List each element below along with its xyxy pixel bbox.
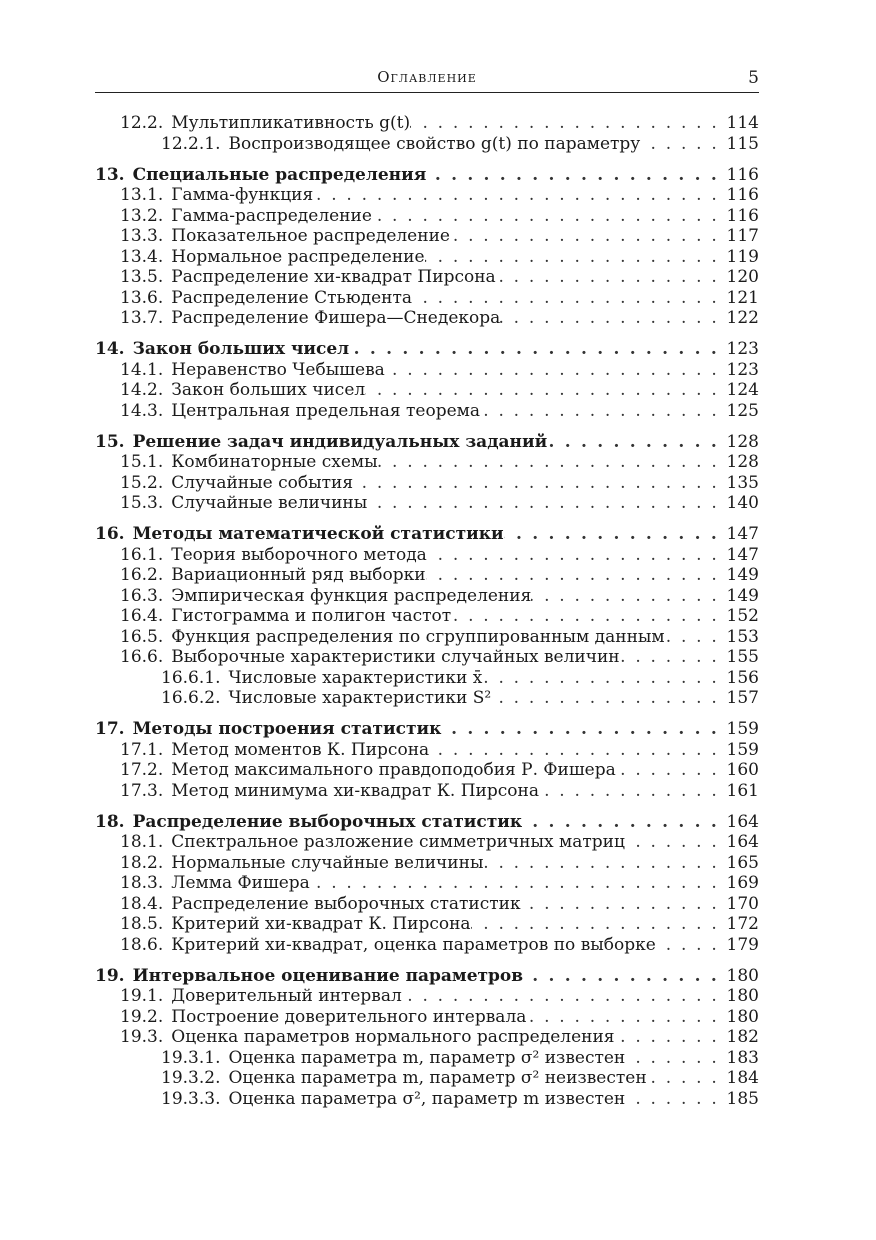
toc-entry-page: 159 [726, 739, 759, 760]
dot-leader [491, 687, 725, 709]
toc-entry-number: 12.2.1. [161, 133, 221, 154]
toc-entry[interactable] [120, 564, 759, 586]
toc-entry[interactable] [120, 739, 759, 761]
toc-entry-number: 19.3.3. [161, 1088, 221, 1109]
toc-entry-title: Закон больших чисел [132, 339, 350, 359]
dot-leader [539, 780, 725, 802]
toc-entry[interactable] [120, 872, 759, 894]
toc-entry-page: 117 [726, 226, 759, 246]
dot-leader [531, 585, 725, 607]
dot-leader [504, 523, 725, 545]
toc-entry-title: Воспроизводящее свойство g(t) по параметру [228, 133, 641, 154]
toc-entry-title: Спектральное разложение симметричных матриц [171, 832, 625, 852]
dot-leader [313, 184, 725, 206]
toc-entry-title: Метод максимального правдоподобия Р. Фишера [171, 760, 616, 780]
toc-entry-title: Числовые характеристики x̄ [228, 667, 483, 688]
toc-entry[interactable] [161, 1047, 759, 1069]
toc-entry-number: 15.3. [120, 493, 164, 513]
toc-entry-page: 164 [726, 811, 759, 832]
dot-leader [500, 307, 725, 329]
toc-entry-page: 180 [726, 986, 759, 1006]
toc-entry[interactable] [120, 359, 759, 381]
toc-entry[interactable] [120, 472, 759, 494]
toc-entry-title: Распределение выборочных статистик [132, 811, 523, 832]
toc-entry-page: 155 [726, 647, 759, 667]
toc-entry-number: 14. [95, 339, 125, 359]
dot-leader [365, 379, 725, 401]
dot-leader [367, 492, 725, 514]
toc-entry-number: 16.6.2. [161, 688, 221, 708]
dot-leader [378, 451, 725, 473]
toc-entry-number: 18.5. [120, 914, 164, 934]
toc-entry-title: Оценка параметров нормального распределения [171, 1027, 615, 1047]
toc-entry-page: 122 [726, 308, 759, 328]
dot-leader [656, 934, 725, 956]
dot-leader [353, 472, 725, 494]
toc-entry[interactable] [120, 307, 759, 329]
toc-entry-number: 18.1. [120, 832, 164, 852]
dot-leader [616, 759, 725, 781]
toc-entry[interactable] [161, 1067, 759, 1089]
dot-leader [450, 225, 725, 247]
toc-entry[interactable] [161, 1088, 759, 1110]
toc-entry-title: Вариационный ряд выборки [171, 565, 426, 585]
toc-entry-page: 116 [726, 205, 759, 226]
toc-entry-title: Распределение выборочных статистик [171, 893, 521, 914]
toc-entry-title: Метод минимума хи-квадрат К. Пирсона [171, 780, 539, 801]
toc-entry-title: Случайные события [171, 472, 354, 493]
dot-leader [426, 564, 725, 586]
toc-entry-number: 13.3. [120, 226, 164, 246]
toc-entry[interactable] [120, 1026, 759, 1048]
toc-entry-number: 18.3. [120, 873, 164, 893]
toc-chapter[interactable] [95, 164, 759, 186]
dot-leader [482, 667, 725, 689]
toc-entry[interactable] [161, 687, 759, 709]
toc-entry-title: Методы математической статистики [132, 524, 504, 544]
toc-chapter[interactable] [95, 718, 759, 740]
toc-chapter[interactable] [95, 431, 759, 453]
toc-entry[interactable] [120, 893, 759, 915]
toc-entry-title: Гамма-функция [171, 185, 314, 205]
dot-leader [522, 811, 725, 833]
toc-entry-title: Функция распределения по сгруппированным данным [171, 626, 665, 647]
toc-entry-number: 13. [95, 164, 125, 185]
toc-entry-page: 135 [726, 472, 759, 493]
toc-entry-page: 149 [726, 585, 759, 606]
toc-entry-page: 147 [726, 544, 759, 565]
dot-leader [427, 544, 725, 566]
toc-entry-page: 165 [726, 852, 759, 873]
toc-entry[interactable] [120, 1006, 759, 1028]
toc-entry-number: 18.2. [120, 852, 164, 873]
toc-entry-title: Специальные распределения [132, 164, 427, 185]
dot-leader [620, 646, 725, 668]
toc-entry-number: 13.7. [120, 308, 164, 328]
toc-entry-page: 172 [726, 914, 759, 934]
toc-entry-title: Закон больших чисел [171, 380, 366, 400]
toc-entry-page: 182 [726, 1027, 759, 1047]
toc-entry[interactable] [120, 759, 759, 781]
toc-entry-page: 149 [726, 565, 759, 585]
toc-entry[interactable] [120, 780, 759, 802]
toc-entry[interactable] [120, 451, 759, 473]
toc-entry-number: 13.5. [120, 267, 164, 287]
toc-entry-title: Числовые характеристики S² [228, 688, 492, 708]
dot-leader [647, 1067, 725, 1089]
toc-entry-page: 152 [726, 606, 759, 626]
toc-entry-title: Теория выборочного метода [171, 544, 427, 565]
toc-entry-page: 114 [726, 113, 759, 133]
toc-entry[interactable] [120, 646, 759, 668]
toc-entry-number: 16.6.1. [161, 667, 221, 688]
toc-entry-number: 13.2. [120, 205, 164, 226]
toc-entry-page: 147 [726, 524, 759, 544]
toc-entry-number: 19.3.1. [161, 1047, 221, 1068]
toc-entry[interactable] [120, 626, 759, 648]
toc-entry-title: Решение задач индивидуальных заданий [132, 431, 548, 452]
toc-entry-title: Гистограмма и полигон частот [171, 606, 452, 626]
toc-entry-title: Гамма-распределение [171, 205, 372, 226]
dot-leader [484, 852, 726, 874]
toc-entry-title: Мультипликативность g(t) [171, 113, 411, 133]
toc-entry-page: 116 [726, 164, 759, 185]
toc-entry[interactable] [120, 246, 759, 268]
toc-entry-page: 115 [726, 133, 759, 154]
toc-chapter[interactable] [95, 523, 759, 545]
toc-entry-number: 19. [95, 965, 125, 986]
toc-entry[interactable] [120, 379, 759, 401]
toc-entry-page: 153 [726, 626, 759, 647]
toc-entry-number: 16.6. [120, 647, 164, 667]
dot-leader [429, 739, 725, 761]
dot-leader [426, 164, 725, 186]
toc-entry-number: 16.4. [120, 606, 164, 626]
toc-entry-page: 157 [726, 688, 759, 708]
toc-entry[interactable] [120, 585, 759, 607]
toc-entry-title: Оценка параметра m, параметр σ² известен [228, 1047, 626, 1068]
dot-leader [410, 112, 725, 134]
toc-entry-page: 128 [726, 431, 759, 452]
toc-entry-number: 19.3.2. [161, 1068, 221, 1088]
running-header [95, 68, 759, 93]
toc-entry-page: 121 [726, 287, 759, 308]
toc-entry-page: 123 [726, 359, 759, 380]
dot-leader [451, 605, 725, 627]
toc-entry-title: Комбинаторные схемы [171, 452, 378, 472]
toc-entry-page: 183 [726, 1047, 759, 1068]
toc-entry-page: 180 [726, 1006, 759, 1027]
toc-entry-page: 164 [726, 832, 759, 852]
toc-entry-page: 184 [726, 1068, 759, 1088]
dot-leader [523, 965, 725, 987]
toc-entry-number: 13.4. [120, 246, 164, 267]
toc-entry-number: 18.6. [120, 934, 164, 955]
toc-entry-title: Нормальное распределение [171, 246, 425, 267]
toc-entry-number: 15.1. [120, 452, 164, 472]
toc-entry-title: Распределение Фишера—Снедекора [171, 308, 501, 328]
dot-leader [665, 626, 725, 648]
toc-entry-title: Неравенство Чебышева [171, 359, 385, 380]
toc-entry-page: 124 [726, 380, 759, 400]
toc-entry-page: 156 [726, 667, 759, 688]
toc-entry-page: 179 [726, 934, 759, 955]
dot-leader [402, 985, 725, 1007]
toc-entry-number: 17.2. [120, 760, 164, 780]
toc-entry-title: Случайные величины [171, 493, 368, 513]
toc-entry-title: Оценка параметра σ², параметр m известен [228, 1088, 626, 1109]
toc-chapter[interactable] [95, 811, 759, 833]
toc-entry-page: 140 [726, 493, 759, 513]
toc-entry-number: 17.1. [120, 739, 164, 760]
toc-entry-number: 19.1. [120, 986, 164, 1006]
dot-leader [441, 718, 725, 740]
dot-leader [625, 1088, 725, 1110]
toc-entry-number: 19.2. [120, 1006, 164, 1027]
toc-entry-page: 125 [726, 400, 759, 421]
toc-entry-number: 14.1. [120, 359, 164, 380]
toc-entry[interactable] [120, 287, 759, 309]
toc-entry[interactable] [161, 667, 759, 689]
toc-entry-number: 14.3. [120, 400, 164, 421]
toc-entry-title: Распределение Стьюдента [171, 287, 413, 308]
toc-entry[interactable] [120, 492, 759, 514]
toc-entry[interactable] [120, 266, 759, 288]
toc-entry-title: Оценка параметра m, параметр σ² неизвестен [228, 1068, 647, 1088]
toc-entry-number: 16. [95, 524, 125, 544]
dot-leader [310, 872, 725, 894]
toc-entry-number: 18.4. [120, 893, 164, 914]
toc-entry-page: 123 [726, 339, 759, 359]
toc-entry-page: 169 [726, 873, 759, 893]
toc-entry-page: 180 [726, 965, 759, 986]
toc-entry-title: Метод моментов К. Пирсона [171, 739, 430, 760]
toc-entry-title: Центральная предельная теорема [171, 400, 481, 421]
toc-entry-title: Распределение хи-квадрат Пирсона [171, 267, 496, 287]
toc-entry-title: Построение доверительного интервала [171, 1006, 527, 1027]
toc-entry[interactable] [120, 934, 759, 956]
dot-leader [526, 1006, 725, 1028]
dot-leader [385, 359, 725, 381]
dot-leader [521, 893, 725, 915]
toc-chapter[interactable] [95, 965, 759, 987]
toc-entry-number: 18. [95, 811, 125, 832]
toc-entry-page: 185 [726, 1088, 759, 1109]
toc-entry[interactable] [120, 985, 759, 1007]
dot-leader [471, 913, 725, 935]
toc-entry-number: 19.3. [120, 1027, 164, 1047]
toc-entry[interactable] [120, 225, 759, 247]
dot-leader [547, 431, 725, 453]
toc-entry-title: Эмпирическая функция распределения [171, 585, 532, 606]
toc-entry-number: 17. [95, 719, 125, 739]
toc-entry[interactable] [120, 913, 759, 935]
toc-entry[interactable] [120, 831, 759, 853]
toc-entry-title: Выборочные характеристики случайных величин [171, 647, 620, 667]
toc-entry-title: Нормальные случайные величины [171, 852, 484, 873]
toc-entry-page: 159 [726, 719, 759, 739]
dot-leader [412, 287, 725, 309]
toc-entry-number: 16.2. [120, 565, 164, 585]
toc-entry-title: Показательное распределение [171, 226, 450, 246]
toc-entry-title: Доверительный интервал [171, 986, 402, 1006]
toc-entry[interactable] [120, 205, 759, 227]
toc-entry[interactable] [120, 112, 759, 134]
toc-entry[interactable] [120, 400, 759, 422]
toc-entry-number: 12.2. [120, 113, 164, 133]
toc-entry-number: 13.6. [120, 287, 164, 308]
toc-entry-number: 16.1. [120, 544, 164, 565]
toc-entry-page: 160 [726, 760, 759, 780]
toc-entry-number: 15.2. [120, 472, 164, 493]
toc-entry[interactable] [120, 184, 759, 206]
toc-entry-title: Интервальное оценивание параметров [132, 965, 524, 986]
dot-leader [615, 1026, 725, 1048]
dot-leader [625, 1047, 725, 1069]
toc-entry-number: 15. [95, 431, 125, 452]
toc-entry-page: 120 [726, 267, 759, 287]
dot-leader [372, 205, 725, 227]
toc-entry-title: Критерий хи-квадрат К. Пирсона [171, 914, 471, 934]
dot-leader [480, 400, 725, 422]
toc-entry-page: 128 [726, 452, 759, 472]
dot-leader [640, 133, 725, 155]
toc-entry-title: Лемма Фишера [171, 873, 310, 893]
toc-chapter[interactable] [95, 338, 759, 360]
page-number: 5 [748, 68, 759, 88]
toc-entry-number: 16.5. [120, 626, 164, 647]
toc-entry[interactable] [120, 605, 759, 627]
toc-entry-page: 170 [726, 893, 759, 914]
toc-entry-title: Критерий хи-квадрат, оценка параметров по выборке [171, 934, 656, 955]
toc-entry[interactable] [120, 852, 759, 874]
toc-entry-page: 119 [726, 246, 759, 267]
toc-entry[interactable] [161, 133, 759, 155]
dot-leader [349, 338, 725, 360]
toc-entry-number: 16.3. [120, 585, 164, 606]
toc-entry-number: 14.2. [120, 380, 164, 400]
toc-entry-page: 161 [726, 780, 759, 801]
dot-leader [625, 831, 725, 853]
toc-entry[interactable] [120, 544, 759, 566]
running-title: Оглавление [377, 68, 477, 86]
dot-leader [496, 266, 725, 288]
toc-entry-number: 13.1. [120, 185, 164, 205]
toc-entry-title: Методы построения статистик [132, 719, 442, 739]
toc-entry-number: 17.3. [120, 780, 164, 801]
dot-leader [425, 246, 725, 268]
toc-entry-page: 116 [726, 185, 759, 205]
